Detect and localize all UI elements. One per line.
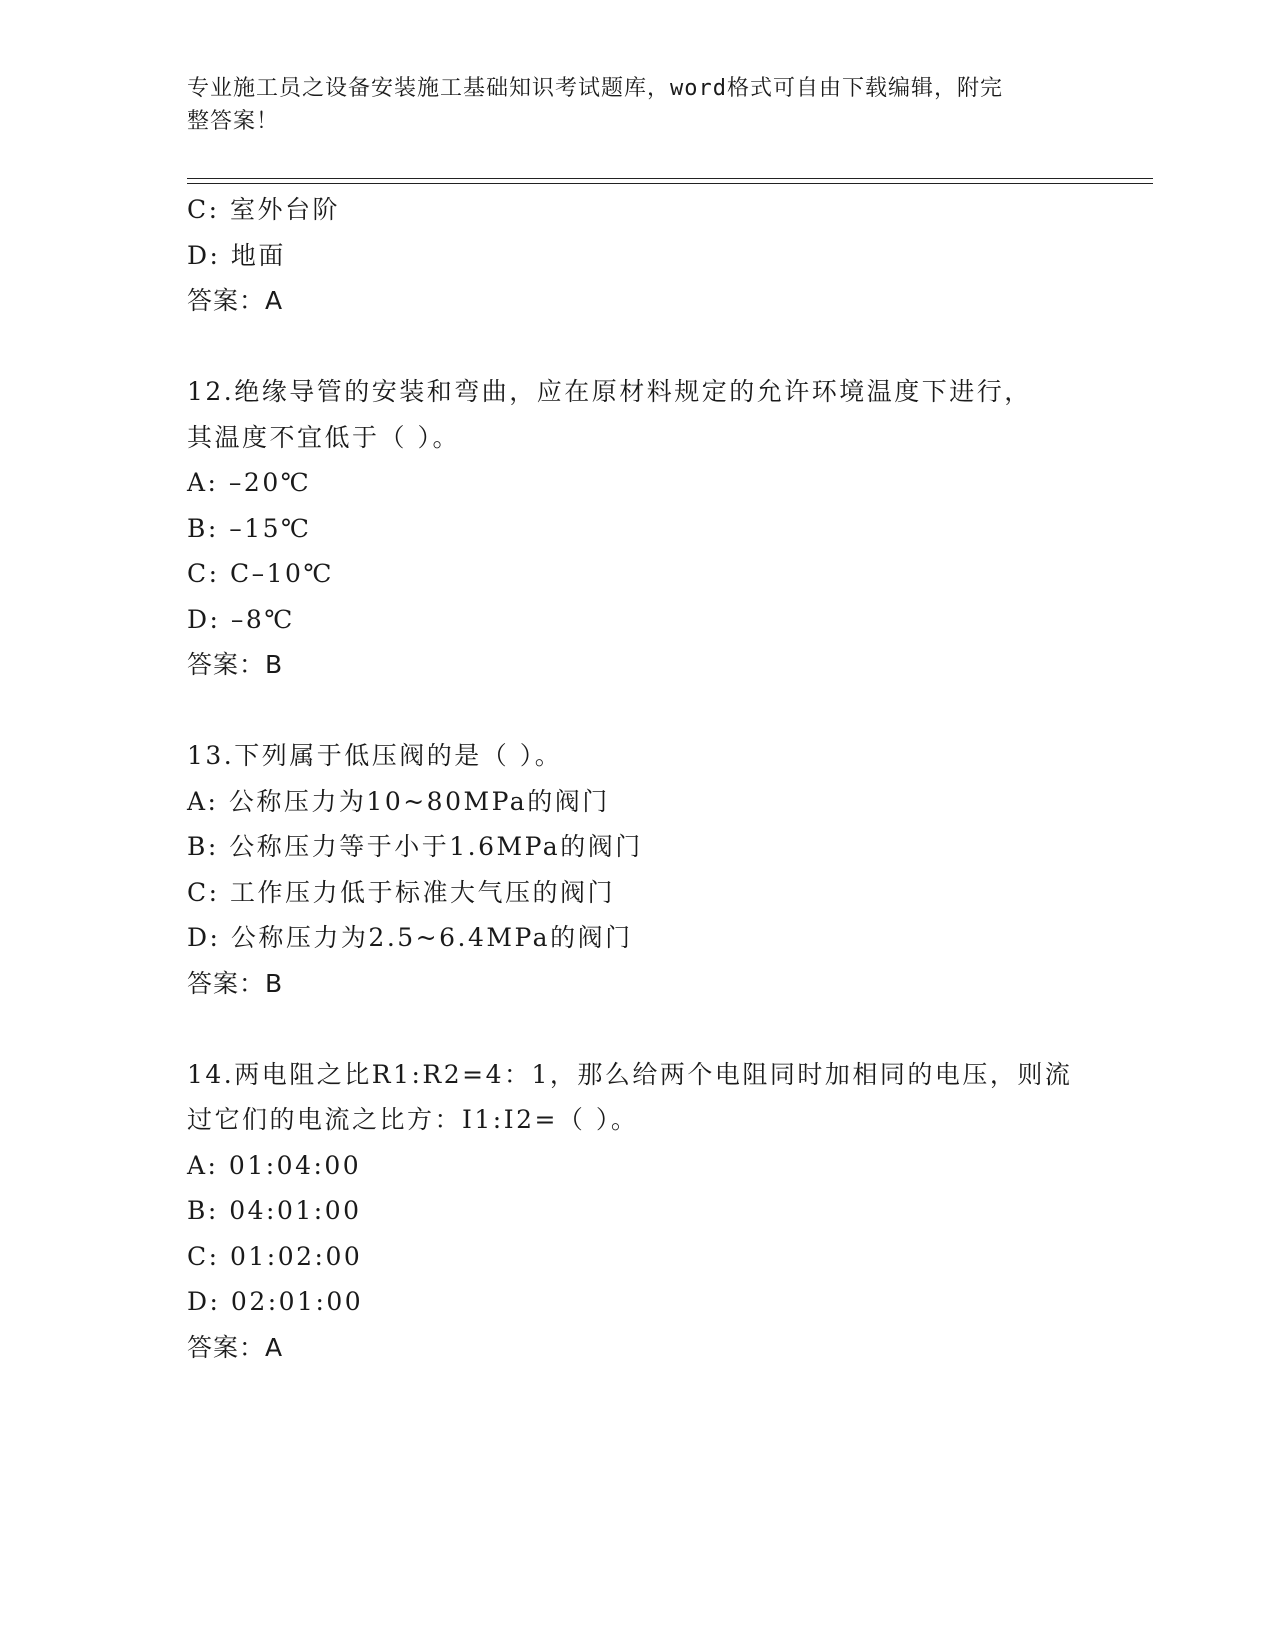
question-13 <box>187 733 1087 1006</box>
answer: 答案：B <box>187 968 284 998</box>
option-a: A: 01:04:00 <box>187 1150 362 1180</box>
option-d: D: 公称压力为2.5~6.4MPa的阀门 <box>187 923 633 952</box>
question-stem-line-1: 14.两电阻之比R1:R2=4：1，那么给两个电阻同时加相同的电压，则流 <box>187 1059 1073 1089</box>
option-b: B: 公称压力等于小于1.6MPa的阀门 <box>187 832 643 861</box>
question-14 <box>187 1052 1087 1371</box>
answer: 答案：B <box>187 650 284 679</box>
option-a: A: –20℃ <box>187 468 312 497</box>
question-11 <box>187 187 1087 324</box>
option-d: D: 地面 <box>187 240 286 270</box>
spacer <box>187 1006 1087 1052</box>
spacer <box>187 324 1087 370</box>
option-d: D: 02:01:00 <box>187 1287 364 1316</box>
header-divider-bottom <box>187 183 1153 184</box>
option-c: C: 工作压力低于标准大气压的阀门 <box>187 877 615 907</box>
page-header <box>187 72 1067 138</box>
option-b: B: 04:01:00 <box>187 1196 362 1225</box>
option-b: B: –15℃ <box>187 513 312 543</box>
header-divider-top <box>187 178 1153 179</box>
header-line-2: 整答案！ <box>187 109 280 134</box>
option-c: C: C–10℃ <box>187 559 334 588</box>
spacer <box>187 688 1087 734</box>
question-12 <box>187 369 1087 688</box>
question-stem-line-2: 其温度不宜低于（ ）。 <box>187 422 460 452</box>
header-line-1: 专业施工员之设备安装施工基础知识考试题库，word格式可自由下载编辑，附完 <box>187 76 1003 101</box>
question-list <box>187 187 1087 1370</box>
question-stem: 13.下列属于低压阀的是（ ）。 <box>187 741 563 770</box>
question-stem-line-2: 过它们的电流之比方：I1:I2=（ ）。 <box>187 1105 639 1134</box>
question-stem-line-1: 12.绝缘导管的安装和弯曲，应在原材料规定的允许环境温度下进行， <box>187 377 1032 406</box>
answer: 答案：A <box>187 1332 284 1362</box>
answer: 答案：A <box>187 286 284 315</box>
option-d: D: –8℃ <box>187 604 295 634</box>
option-a: A: 公称压力为10~80MPa的阀门 <box>187 786 610 816</box>
option-c: C: 室外台阶 <box>187 195 340 224</box>
option-c: C: 01:02:00 <box>187 1241 363 1271</box>
